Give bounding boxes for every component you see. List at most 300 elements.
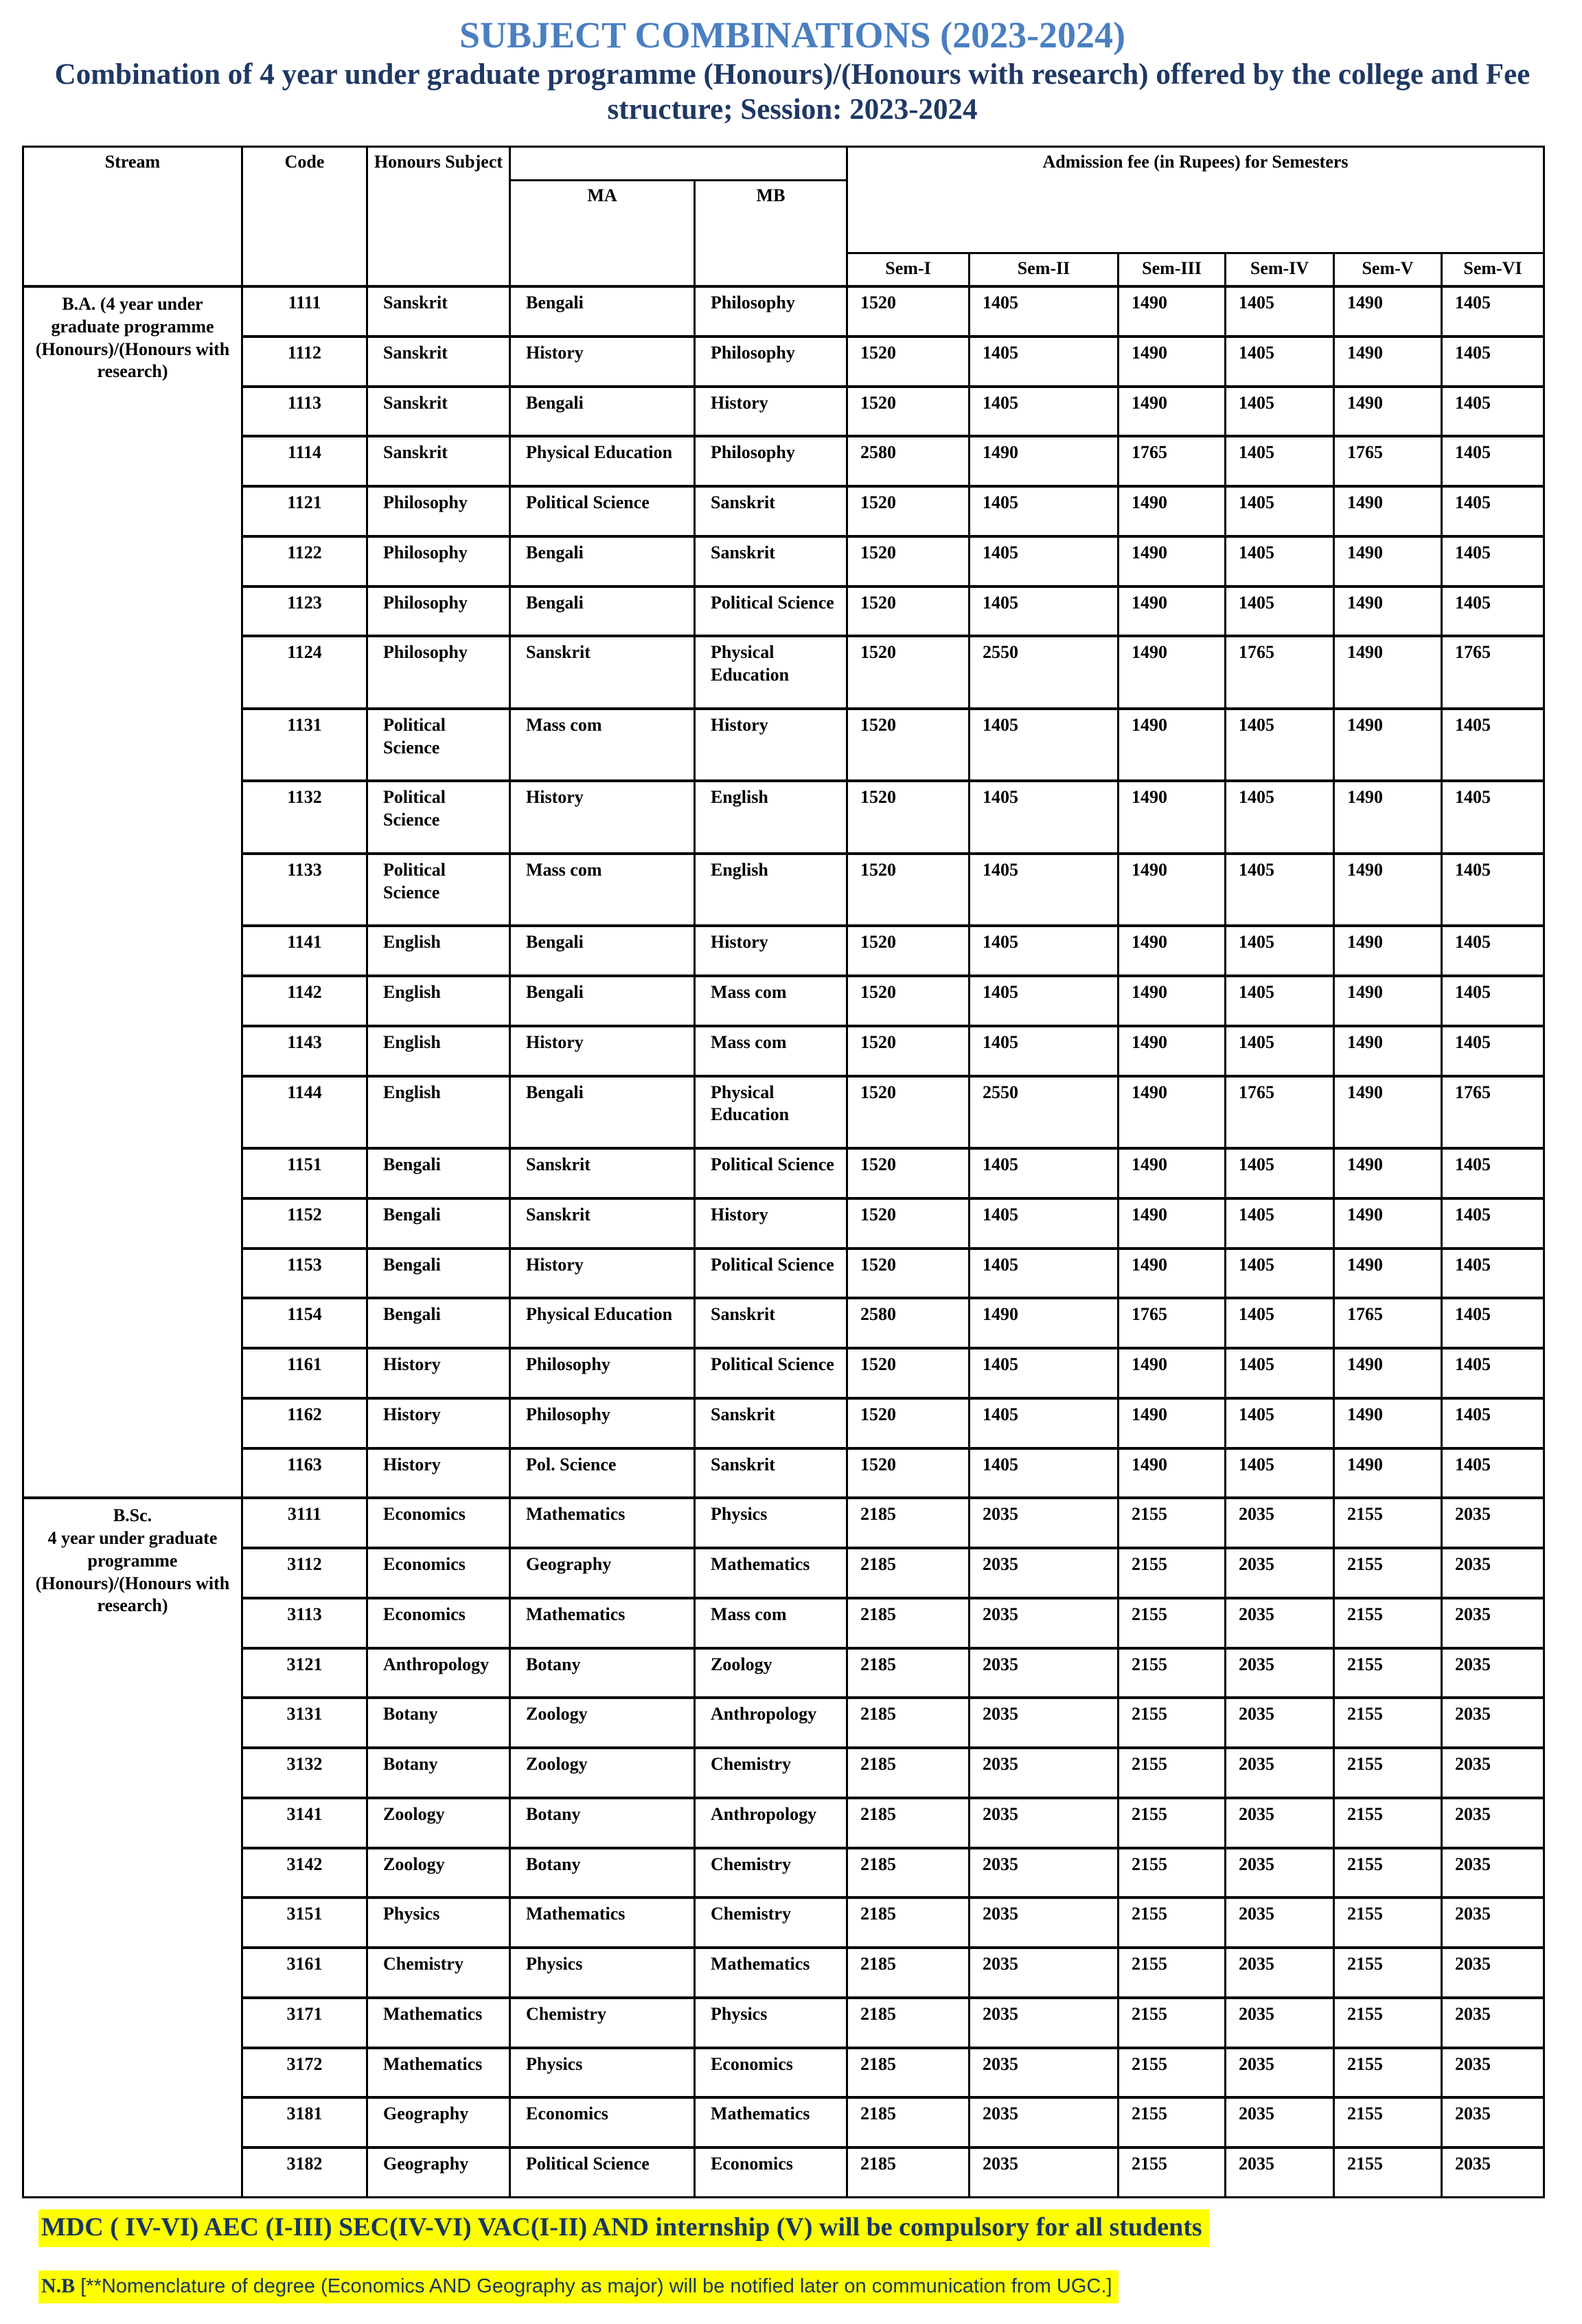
page-title: SUBJECT COMBINATIONS (2023-2024): [459, 14, 1126, 56]
fee-sem-6-cell: 2035: [1442, 1548, 1544, 1598]
mb-subject-cell: Philosophy: [695, 286, 847, 337]
header-sem-5: Sem-V: [1334, 253, 1442, 286]
fee-sem-4-cell: 2035: [1226, 1548, 1334, 1598]
fee-sem-1-cell: 1520: [847, 1198, 970, 1249]
fee-sem-3-cell: 2155: [1119, 1998, 1226, 2048]
table-row: [23, 536, 1544, 586]
honours-subject-cell: Botany: [367, 1748, 510, 1798]
fee-sem-1-cell: 2580: [847, 436, 970, 486]
header-honours-subject: Honours Subject: [367, 146, 510, 286]
fee-sem-1-cell: 1520: [847, 536, 970, 586]
honours-subject-cell: Economics: [367, 1498, 510, 1548]
fee-sem-6-cell: 1405: [1442, 1249, 1544, 1299]
fee-sem-1-cell: 2185: [847, 1948, 970, 1998]
honours-subject-cell: Bengali: [367, 1198, 510, 1249]
fee-sem-6-cell: 2035: [1442, 2097, 1544, 2148]
fee-sem-5-cell: 1490: [1334, 1348, 1442, 1398]
fee-sem-3-cell: 1490: [1119, 976, 1226, 1026]
fee-sem-1-cell: 1520: [847, 1026, 970, 1076]
fee-sem-5-cell: 2155: [1334, 2048, 1442, 2098]
fee-sem-2-cell: 2035: [970, 1898, 1119, 1948]
mb-subject-cell: Sanskrit: [695, 536, 847, 586]
table-row: [23, 709, 1544, 782]
fee-sem-4-cell: 1405: [1226, 976, 1334, 1026]
fee-sem-6-cell: 1405: [1442, 436, 1544, 486]
fee-sem-4-cell: 1765: [1226, 636, 1334, 709]
mb-subject-cell: Physics: [695, 1998, 847, 2048]
honours-subject-cell: Anthropology: [367, 1648, 510, 1698]
fee-sem-6-cell: 2035: [1442, 1748, 1544, 1798]
honours-subject-cell: Economics: [367, 1598, 510, 1648]
subject-combinations-table: [22, 146, 1545, 2198]
fee-sem-5-cell: 1490: [1334, 1249, 1442, 1299]
fee-sem-6-cell: 2035: [1442, 2048, 1544, 2098]
table-row: [23, 926, 1544, 976]
fee-sem-5-cell: 1490: [1334, 976, 1442, 1026]
fee-sem-5-cell: 2155: [1334, 2097, 1442, 2148]
fee-sem-3-cell: 1490: [1119, 586, 1226, 637]
fee-sem-2-cell: 2550: [970, 636, 1119, 709]
honours-subject-cell: Sanskrit: [367, 387, 510, 437]
fee-sem-5-cell: 1490: [1334, 636, 1442, 709]
fee-sem-5-cell: 2155: [1334, 1498, 1442, 1548]
mb-subject-cell: Physical Education: [695, 1076, 847, 1149]
fee-sem-4-cell: 2035: [1226, 1698, 1334, 1748]
fee-sem-6-cell: 2035: [1442, 1898, 1544, 1948]
code-cell: 1142: [242, 976, 367, 1026]
mb-subject-cell: Zoology: [695, 1648, 847, 1698]
mb-subject-cell: Sanskrit: [695, 1398, 847, 1448]
fee-sem-5-cell: 2155: [1334, 1998, 1442, 2048]
fee-sem-1-cell: 1520: [847, 781, 970, 854]
honours-subject-cell: English: [367, 976, 510, 1026]
code-cell: 3181: [242, 2097, 367, 2148]
fee-sem-3-cell: 1490: [1119, 1076, 1226, 1149]
fee-sem-4-cell: 1405: [1226, 486, 1334, 536]
fee-sem-1-cell: 1520: [847, 1398, 970, 1448]
code-cell: 1121: [242, 486, 367, 536]
code-cell: 3172: [242, 2048, 367, 2098]
table-row: [23, 1076, 1544, 1149]
fee-sem-1-cell: 1520: [847, 976, 970, 1026]
fee-sem-1-cell: 2185: [847, 1748, 970, 1798]
fee-sem-6-cell: 1405: [1442, 387, 1544, 437]
fee-sem-4-cell: 1405: [1226, 1398, 1334, 1448]
fee-sem-1-cell: 2185: [847, 1848, 970, 1898]
ma-subject-cell: History: [510, 1026, 695, 1076]
ma-subject-cell: History: [510, 781, 695, 854]
fee-sem-2-cell: 2035: [970, 2097, 1119, 2148]
fee-sem-1-cell: 1520: [847, 1249, 970, 1299]
mb-subject-cell: Philosophy: [695, 436, 847, 486]
ma-subject-cell: Bengali: [510, 536, 695, 586]
fee-sem-6-cell: 2035: [1442, 1648, 1544, 1698]
fee-sem-2-cell: 2035: [970, 1998, 1119, 2048]
fee-sem-2-cell: 1405: [970, 781, 1119, 854]
table-row: [23, 1198, 1544, 1249]
fee-sem-5-cell: 1490: [1334, 1448, 1442, 1499]
table-row: [23, 1998, 1544, 2048]
header-sem-4: Sem-IV: [1226, 253, 1334, 286]
ma-subject-cell: History: [510, 337, 695, 387]
honours-subject-cell: English: [367, 926, 510, 976]
fee-sem-1-cell: 2185: [847, 1998, 970, 2048]
fee-sem-5-cell: 1490: [1334, 926, 1442, 976]
fee-sem-2-cell: 1405: [970, 486, 1119, 536]
ma-subject-cell: Geography: [510, 1548, 695, 1598]
table-row: [23, 2097, 1544, 2148]
fee-sem-3-cell: 2155: [1119, 1948, 1226, 1998]
fee-sem-6-cell: 2035: [1442, 1798, 1544, 1848]
table-row: [23, 1748, 1544, 1798]
fee-sem-4-cell: 2035: [1226, 1598, 1334, 1648]
header-stream: Stream: [23, 146, 242, 286]
ma-subject-cell: Sanskrit: [510, 1148, 695, 1198]
stream-cell-section-1: B.A. (4 year under graduate programme (Honours)/(Honours with research): [23, 286, 242, 1498]
code-cell: 1131: [242, 709, 367, 782]
table-row: [23, 1848, 1544, 1898]
fee-sem-1-cell: 2185: [847, 1798, 970, 1848]
table-row: [23, 387, 1544, 437]
fee-sem-3-cell: 1490: [1119, 1448, 1226, 1499]
table-row: [23, 1598, 1544, 1648]
ma-subject-cell: Physical Education: [510, 1298, 695, 1348]
fee-sem-3-cell: 2155: [1119, 1748, 1226, 1798]
ma-subject-cell: Bengali: [510, 976, 695, 1026]
fee-sem-4-cell: 1405: [1226, 1198, 1334, 1249]
fee-sem-2-cell: 1490: [970, 436, 1119, 486]
mb-subject-cell: Physics: [695, 1498, 847, 1548]
fee-sem-3-cell: 1490: [1119, 387, 1226, 437]
fee-sem-3-cell: 1490: [1119, 1026, 1226, 1076]
fee-sem-3-cell: 1490: [1119, 536, 1226, 586]
fee-sem-4-cell: 2035: [1226, 1998, 1334, 2048]
table-row: [23, 1249, 1544, 1299]
ma-subject-cell: Physical Education: [510, 436, 695, 486]
mb-subject-cell: Sanskrit: [695, 1298, 847, 1348]
fee-sem-2-cell: 1405: [970, 286, 1119, 337]
fee-sem-6-cell: 1405: [1442, 1026, 1544, 1076]
code-cell: 1133: [242, 854, 367, 926]
fee-sem-3-cell: 1490: [1119, 926, 1226, 976]
mb-subject-cell: Political Science: [695, 1148, 847, 1198]
fee-sem-5-cell: 1490: [1334, 854, 1442, 926]
nb-label: N.B: [41, 2275, 76, 2298]
honours-subject-cell: Political Science: [367, 709, 510, 782]
ma-subject-cell: Mass com: [510, 709, 695, 782]
mb-subject-cell: English: [695, 781, 847, 854]
fee-sem-6-cell: 1405: [1442, 586, 1544, 637]
fee-sem-5-cell: 1490: [1334, 1398, 1442, 1448]
fee-sem-6-cell: 2035: [1442, 1998, 1544, 2048]
fee-sem-1-cell: 1520: [847, 387, 970, 437]
code-cell: 1114: [242, 436, 367, 486]
fee-sem-4-cell: 1405: [1226, 586, 1334, 637]
ma-subject-cell: Bengali: [510, 1076, 695, 1149]
fee-sem-5-cell: 1490: [1334, 1198, 1442, 1249]
code-cell: 3113: [242, 1598, 367, 1648]
fee-sem-1-cell: 2185: [847, 1498, 970, 1548]
fee-sem-4-cell: 2035: [1226, 2048, 1334, 2098]
fee-sem-1-cell: 1520: [847, 486, 970, 536]
table-row: [23, 286, 1544, 337]
fee-sem-2-cell: 1405: [970, 1348, 1119, 1398]
fee-sem-5-cell: 1490: [1334, 387, 1442, 437]
table-row: [23, 2148, 1544, 2197]
fee-sem-2-cell: 1405: [970, 1198, 1119, 1249]
code-cell: 1143: [242, 1026, 367, 1076]
code-cell: 1154: [242, 1298, 367, 1348]
code-cell: 1162: [242, 1398, 367, 1448]
fee-sem-3-cell: 1490: [1119, 781, 1226, 854]
table-row: [23, 1548, 1544, 1598]
fee-sem-1-cell: 2580: [847, 1298, 970, 1348]
fee-sem-3-cell: 1490: [1119, 337, 1226, 387]
fee-sem-2-cell: 1405: [970, 586, 1119, 637]
honours-subject-cell: Economics: [367, 1548, 510, 1598]
fee-sem-4-cell: 2035: [1226, 1798, 1334, 1848]
fee-sem-6-cell: 1405: [1442, 1298, 1544, 1348]
mb-subject-cell: History: [695, 387, 847, 437]
ma-subject-cell: Botany: [510, 1798, 695, 1848]
fee-sem-5-cell: 2155: [1334, 1748, 1442, 1798]
honours-subject-cell: Political Science: [367, 781, 510, 854]
table-body: [23, 286, 1544, 2197]
table-row: [23, 1398, 1544, 1448]
table-row: [23, 1026, 1544, 1076]
fee-sem-4-cell: 1405: [1226, 436, 1334, 486]
mb-subject-cell: Political Science: [695, 586, 847, 637]
fee-sem-2-cell: 1405: [970, 1249, 1119, 1299]
fee-sem-2-cell: 1405: [970, 854, 1119, 926]
ma-subject-cell: Philosophy: [510, 1398, 695, 1448]
fee-sem-3-cell: 1490: [1119, 286, 1226, 337]
mb-subject-cell: Political Science: [695, 1249, 847, 1299]
mb-subject-cell: Sanskrit: [695, 486, 847, 536]
code-cell: 1111: [242, 286, 367, 337]
code-cell: 1153: [242, 1249, 367, 1299]
code-cell: 3121: [242, 1648, 367, 1698]
code-cell: 1112: [242, 337, 367, 387]
footer-notes: [22, 2209, 1563, 2303]
fee-sem-3-cell: 1490: [1119, 1148, 1226, 1198]
fee-sem-3-cell: 2155: [1119, 1698, 1226, 1748]
honours-subject-cell: Botany: [367, 1698, 510, 1748]
fee-sem-2-cell: 1405: [970, 1448, 1119, 1499]
ma-subject-cell: Zoology: [510, 1748, 695, 1798]
fee-sem-5-cell: 2155: [1334, 1598, 1442, 1648]
mb-subject-cell: Chemistry: [695, 1898, 847, 1948]
table-row: [23, 976, 1544, 1026]
code-cell: 1163: [242, 1448, 367, 1499]
fee-sem-1-cell: 2185: [847, 2148, 970, 2197]
code-cell: 1124: [242, 636, 367, 709]
fee-sem-5-cell: 1490: [1334, 586, 1442, 637]
honours-subject-cell: Sanskrit: [367, 337, 510, 387]
fee-sem-3-cell: 1490: [1119, 486, 1226, 536]
fee-sem-3-cell: 2155: [1119, 1798, 1226, 1848]
table-row: [23, 1798, 1544, 1848]
code-cell: 3161: [242, 1948, 367, 1998]
header-ma-mb-spacer: [510, 146, 847, 180]
header-sem-2: Sem-II: [970, 253, 1119, 286]
fee-sem-3-cell: 2155: [1119, 1498, 1226, 1548]
fee-sem-2-cell: 1405: [970, 337, 1119, 387]
compulsory-note: MDC ( IV-VI) AEC (I-III) SEC(IV-VI) VAC(I-II) AND internship (V) will be compulsory for all students: [38, 2209, 1209, 2248]
fee-sem-1-cell: 1520: [847, 1076, 970, 1149]
mb-subject-cell: History: [695, 926, 847, 976]
fee-sem-1-cell: 1520: [847, 337, 970, 387]
table-header: [23, 146, 1544, 286]
fee-sem-1-cell: 2185: [847, 1598, 970, 1648]
mb-subject-cell: Chemistry: [695, 1748, 847, 1798]
ma-subject-cell: Sanskrit: [510, 1198, 695, 1249]
fee-sem-3-cell: 1490: [1119, 636, 1226, 709]
mb-subject-cell: Mass com: [695, 1598, 847, 1648]
fee-sem-3-cell: 1490: [1119, 854, 1226, 926]
honours-subject-cell: Philosophy: [367, 586, 510, 637]
fee-sem-1-cell: 2185: [847, 1648, 970, 1698]
mb-subject-cell: Philosophy: [695, 337, 847, 387]
table-row: [23, 636, 1544, 709]
fee-sem-2-cell: 2035: [970, 1698, 1119, 1748]
fee-sem-4-cell: 2035: [1226, 2097, 1334, 2148]
fee-sem-2-cell: 1405: [970, 387, 1119, 437]
fee-sem-1-cell: 2185: [847, 1698, 970, 1748]
honours-subject-cell: Bengali: [367, 1148, 510, 1198]
fee-sem-4-cell: 2035: [1226, 1898, 1334, 1948]
code-cell: 3142: [242, 1848, 367, 1898]
fee-sem-4-cell: 1405: [1226, 926, 1334, 976]
fee-sem-5-cell: 2155: [1334, 1648, 1442, 1698]
fee-sem-3-cell: 1490: [1119, 1398, 1226, 1448]
fee-sem-4-cell: 2035: [1226, 2148, 1334, 2197]
fee-sem-6-cell: 1405: [1442, 709, 1544, 782]
fee-sem-6-cell: 1405: [1442, 976, 1544, 1026]
fee-sem-2-cell: 2550: [970, 1076, 1119, 1149]
mb-subject-cell: Mathematics: [695, 1948, 847, 1998]
fee-sem-3-cell: 1490: [1119, 1348, 1226, 1398]
fee-sem-2-cell: 1405: [970, 926, 1119, 976]
fee-sem-4-cell: 1405: [1226, 387, 1334, 437]
fee-sem-2-cell: 2035: [970, 1548, 1119, 1598]
fee-sem-4-cell: 1405: [1226, 1148, 1334, 1198]
fee-sem-5-cell: 2155: [1334, 1948, 1442, 1998]
fee-sem-5-cell: 1490: [1334, 1026, 1442, 1076]
fee-sem-2-cell: 2035: [970, 2148, 1119, 2197]
fee-sem-2-cell: 2035: [970, 1748, 1119, 1798]
header-code: Code: [242, 146, 367, 286]
fee-sem-6-cell: 1405: [1442, 1398, 1544, 1448]
fee-sem-5-cell: 1490: [1334, 286, 1442, 337]
fee-sem-6-cell: 1405: [1442, 286, 1544, 337]
fee-sem-2-cell: 1405: [970, 709, 1119, 782]
fee-sem-1-cell: 1520: [847, 926, 970, 976]
mb-subject-cell: Anthropology: [695, 1798, 847, 1848]
fee-sem-5-cell: 1765: [1334, 1298, 1442, 1348]
table-row: [23, 586, 1544, 637]
fee-sem-1-cell: 1520: [847, 1148, 970, 1198]
fee-sem-3-cell: 1765: [1119, 436, 1226, 486]
fee-sem-1-cell: 2185: [847, 2048, 970, 2098]
table-row: [23, 1298, 1544, 1348]
code-cell: 3171: [242, 1998, 367, 2048]
ma-subject-cell: Mathematics: [510, 1898, 695, 1948]
fee-sem-4-cell: 2035: [1226, 1648, 1334, 1698]
code-cell: 1161: [242, 1348, 367, 1398]
fee-sem-4-cell: 1405: [1226, 286, 1334, 337]
fee-sem-2-cell: 1490: [970, 1298, 1119, 1348]
fee-sem-3-cell: 2155: [1119, 2148, 1226, 2197]
mb-subject-cell: Economics: [695, 2048, 847, 2098]
code-cell: 1144: [242, 1076, 367, 1149]
ma-subject-cell: Economics: [510, 2097, 695, 2148]
ma-subject-cell: Mathematics: [510, 1498, 695, 1548]
code-cell: 3132: [242, 1748, 367, 1798]
fee-sem-5-cell: 1490: [1334, 1148, 1442, 1198]
mb-subject-cell: Mass com: [695, 976, 847, 1026]
ma-subject-cell: Botany: [510, 1648, 695, 1698]
honours-subject-cell: Philosophy: [367, 486, 510, 536]
fee-sem-4-cell: 1405: [1226, 709, 1334, 782]
fee-sem-6-cell: 1405: [1442, 1348, 1544, 1398]
mb-subject-cell: Political Science: [695, 1348, 847, 1398]
fee-sem-5-cell: 2155: [1334, 1848, 1442, 1898]
code-cell: 3111: [242, 1498, 367, 1548]
nb-note: [38, 2270, 1119, 2303]
code-cell: 3141: [242, 1798, 367, 1848]
stream-cell-section-2: B.Sc. 4 year under graduate programme (Honours)/(Honours with research): [23, 1498, 242, 2197]
ma-subject-cell: Sanskrit: [510, 636, 695, 709]
code-cell: 3131: [242, 1698, 367, 1748]
fee-sem-5-cell: 2155: [1334, 1548, 1442, 1598]
ma-subject-cell: Mathematics: [510, 1598, 695, 1648]
fee-sem-1-cell: 1520: [847, 286, 970, 337]
ma-subject-cell: Botany: [510, 1848, 695, 1898]
ma-subject-cell: Political Science: [510, 486, 695, 536]
fee-sem-4-cell: 1405: [1226, 1448, 1334, 1499]
honours-subject-cell: Mathematics: [367, 1998, 510, 2048]
ma-subject-cell: Pol. Science: [510, 1448, 695, 1499]
fee-sem-6-cell: 1405: [1442, 1148, 1544, 1198]
fee-sem-1-cell: 1520: [847, 854, 970, 926]
mb-subject-cell: Chemistry: [695, 1848, 847, 1898]
table-row: [23, 1898, 1544, 1948]
fee-sem-4-cell: 2035: [1226, 1498, 1334, 1548]
code-cell: 1141: [242, 926, 367, 976]
nb-text: [**Nomenclature of degree (Economics AND Geography as major) will be notified later on communication from UGC.]: [75, 2275, 1112, 2298]
table-row: [23, 854, 1544, 926]
fee-sem-3-cell: 1490: [1119, 709, 1226, 782]
ma-subject-cell: History: [510, 1249, 695, 1299]
fee-sem-6-cell: 1405: [1442, 781, 1544, 854]
fee-sem-5-cell: 1765: [1334, 436, 1442, 486]
honours-subject-cell: English: [367, 1026, 510, 1076]
fee-sem-4-cell: 1405: [1226, 854, 1334, 926]
ma-subject-cell: Bengali: [510, 586, 695, 637]
table-row: [23, 781, 1544, 854]
fee-sem-4-cell: 1405: [1226, 1298, 1334, 1348]
honours-subject-cell: History: [367, 1448, 510, 1499]
honours-subject-cell: Political Science: [367, 854, 510, 926]
fee-sem-4-cell: 1405: [1226, 536, 1334, 586]
honours-subject-cell: Bengali: [367, 1249, 510, 1299]
honours-subject-cell: Philosophy: [367, 636, 510, 709]
mb-subject-cell: Anthropology: [695, 1698, 847, 1748]
fee-sem-4-cell: 1405: [1226, 337, 1334, 387]
fee-sem-5-cell: 2155: [1334, 1898, 1442, 1948]
fee-sem-6-cell: 1405: [1442, 536, 1544, 586]
